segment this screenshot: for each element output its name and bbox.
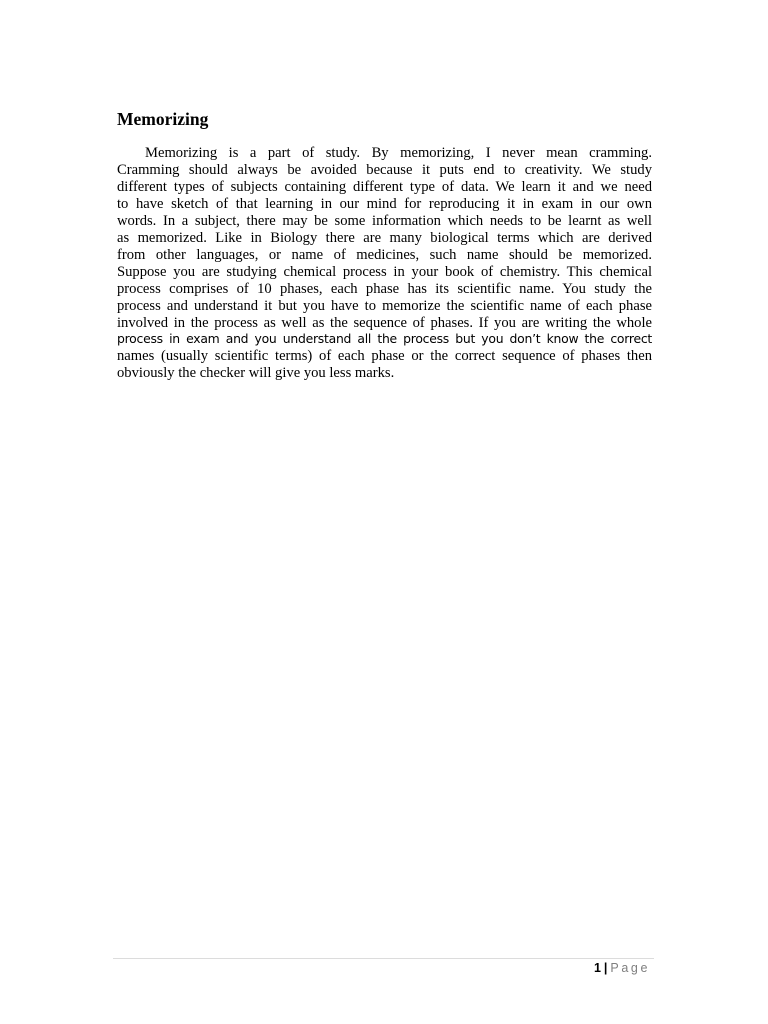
paragraph-line: to have sketch of that learning in our mind for reproducing it in exam in our own [117,195,652,212]
footer-separator: | [603,961,608,975]
paragraph-line: names (usually scientific terms) of each phase or the correct sequence of phases then [117,348,652,365]
body-paragraph [117,145,652,382]
paragraph-line: as memorized. Like in Biology there are many biological terms which are derived [117,229,652,246]
paragraph-line: process in exam and you understand all the process but you don’t know the correct [117,331,652,347]
page-label: Page [610,961,650,975]
page-number: 1 [593,961,601,975]
paragraph-line: Memorizing is a part of study. By memorizing, I never mean cramming. [145,145,652,161]
footer-divider [113,958,654,959]
paragraph-line: obviously the checker will give you less marks. [117,365,395,382]
page-footer [594,960,650,976]
paragraph-line: from other languages, or name of medicines, such name should be memorized. [117,246,652,263]
paragraph-line: different types of subjects containing different type of data. We learn it and we need [117,178,652,195]
paragraph-line: process comprises of 10 phases, each phase has its scientific name. You study the [117,280,652,297]
section-heading: Memorizing [117,109,209,129]
paragraph-line: involved in the process as well as the sequence of phases. If you are writing the whole [117,314,652,331]
paragraph-line: process and understand it but you have to memorize the scientific name of each phase [117,297,652,314]
paragraph-line: words. In a subject, there may be some information which needs to be learnt as well [117,212,652,229]
paragraph-line: Suppose you are studying chemical process in your book of chemistry. This chemical [117,263,652,280]
paragraph-line: Cramming should always be avoided because it puts end to creativity. We study [117,161,652,178]
